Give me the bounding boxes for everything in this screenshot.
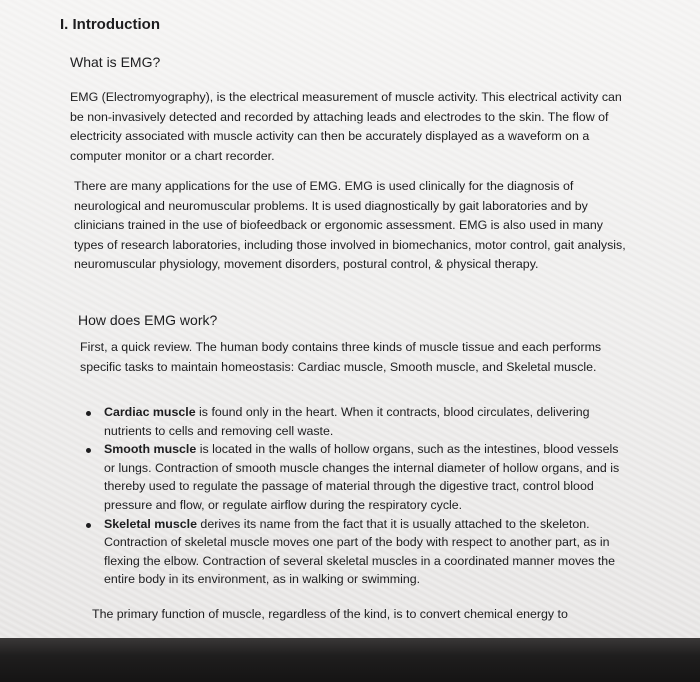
section-heading: I. Introduction: [60, 16, 160, 33]
term-cardiac-muscle: Cardiac muscle: [104, 405, 196, 419]
bullet-icon: [86, 411, 91, 416]
term-skeletal-muscle: Skeletal muscle: [104, 516, 197, 531]
device-bezel: [0, 638, 700, 682]
paragraph-muscle-function: The primary function of muscle, regardless of the kind, is to convert chemical energy to: [92, 607, 568, 621]
term-smooth-muscle: Smooth muscle: [104, 442, 197, 457]
text-smooth-muscle: is located in the walls of hollow organs, such as the intestines, blood vessels or lungs. Contraction of smooth muscle changes the internal diameter of hollow organs, and is thereby used to regulate the passage of material through the digestive tract, control blood pressure and flow, or regulate airflow during the respiratory cycle.: [104, 442, 620, 512]
list-item-smooth: [84, 440, 624, 514]
paragraph-emg-applications: There are many applications for the use of EMG. EMG is used clinically for the diagnosis of neurological and neuromuscular problems. It is used diagnostically by gait laboratories and by clinicians trained in the use of biofeedback or ergonomic assessment. EMG is also used in many types of research laboratories, including those involved in biomechanics, motor control, gait analysis, neuromuscular physiology, movement disorders, postural control, & physical therapy.: [74, 179, 626, 271]
paragraph-muscle-review: First, a quick review. The human body contains three kinds of muscle tissue and each performs specific tasks to maintain homeostasis: Cardiac muscle, Smooth muscle, and Skeletal muscle.: [80, 340, 602, 374]
text-cardiac-muscle: is found only in the heart. When it contracts, blood circulates, delivering nutrients to cells and removing cell waste.: [104, 405, 590, 438]
subheading-how-does-emg-work: How does EMG work?: [78, 312, 218, 328]
paragraph-emg-definition: EMG (Electromyography), is the electrical measurement of muscle activity. This electrical activity can be non-invasively detected and recorded by attaching leads and electrodes to the skin. The flow of electricity associated with muscle activity can then be accurately displayed as a waveform on a computer monitor or a chart recorder.: [70, 90, 622, 163]
text-skeletal-muscle: derives its name from the fact that it is usually attached to the skeleton. Contraction of skeletal muscle moves one part of the body with respect to another part, as in flexing the elbow. Contraction of several skeletal muscles in a coordinated manner moves the entire body in its environment, as in walking or swimming.: [104, 516, 616, 587]
subheading-what-is-emg: What is EMG?: [70, 54, 161, 70]
list-item-skeletal: [84, 515, 624, 589]
bullet-icon: [86, 523, 91, 528]
muscle-types-list: [84, 403, 624, 589]
bullet-icon: [86, 448, 91, 453]
list-item-cardiac: [84, 403, 624, 440]
